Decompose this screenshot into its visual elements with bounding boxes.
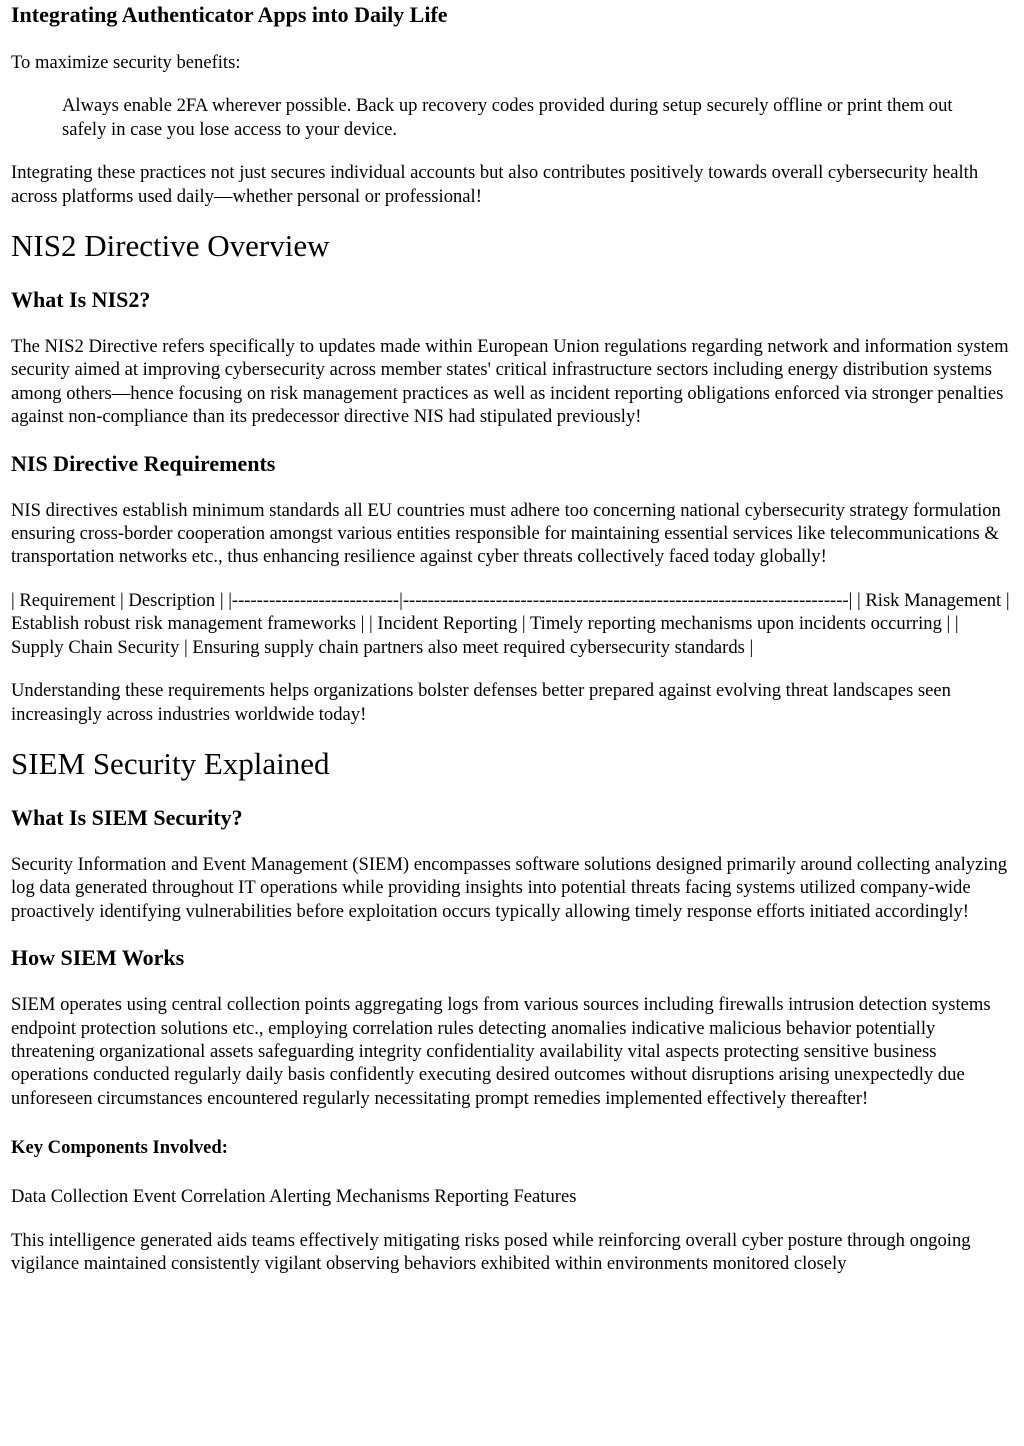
- nis2-raw-table: | Requirement | Description | |---------------------------|------------------------------------------------------------------------| | Risk Management | Establish robust risk management frameworks | | Incident Reporting | Timely reporting mechanisms upon incidents occurring | | Supply Chain Security | Ensuring supply chain partners also meet required cybersecurity standards |: [11, 589, 1010, 658]
- authenticator-quote: Always enable 2FA wherever possible. Back up recovery codes provided during setup securely offline or print them out safely in case you lose access to your device.: [62, 95, 953, 140]
- siem-components-heading: Key Components Involved:: [11, 1137, 228, 1159]
- authenticator-closing: Integrating these practices not just secures individual accounts but also contributes positively towards overall cybersecurity health across platforms used daily—whether personal or professional!: [11, 162, 979, 207]
- nis2-closing: Understanding these requirements helps organizations bolster defenses better prepared against evolving threat landscapes seen increasingly across industries worldwide today!: [11, 680, 951, 725]
- nis2-heading: NIS2 Directive Overview: [11, 228, 330, 264]
- authenticator-heading: Integrating Authenticator Apps into Daily Life: [11, 2, 448, 27]
- siem-closing: This intelligence generated aids teams effectively mitigating risks posed while reinforcing overall cyber posture through ongoing vigilance maintained consistently vigilant observing behaviors exhibited within environments monitored closely: [11, 1229, 971, 1274]
- siem-what-body: Security Information and Event Management (SIEM) encompasses software solutions designed primarily around collecting analyzing log data generated throughout IT operations while providing insights into potential threats facing systems utilized company-wide proactively identifying vulnerabilities before exploitation occurs typically allowing timely response efforts initiated accordingly!: [11, 853, 1008, 922]
- siem-how-heading: How SIEM Works: [11, 945, 185, 971]
- nis2-what-heading: What Is NIS2?: [11, 287, 151, 313]
- siem-components-list: Data Collection Event Correlation Alerting Mechanisms Reporting Features: [11, 1186, 577, 1208]
- siem-what-heading: What Is SIEM Security?: [11, 804, 243, 830]
- nis2-req-heading: NIS Directive Requirements: [11, 450, 276, 476]
- siem-how-body: SIEM operates using central collection points aggregating logs from various sources including firewalls intrusion detection systems endpoint protection solutions etc., employing correlation rules detecting anomalies indicative malicious behavior potentially threatening organizational assets safeguarding integrity confidentiality availability vital aspects protecting sensitive business operations conducted regularly daily basis confidently executing desired outcomes without disruptions arising unexpectedly due unforeseen circumstances encountered regularly necessitating prompt remedies implemented effectively thereafter!: [11, 994, 991, 1109]
- authenticator-intro: To maximize security benefits:: [11, 52, 241, 73]
- nis2-req-body: NIS directives establish minimum standards all EU countries must adhere too concerning national cybersecurity strategy formulation ensuring cross-border cooperation amongst various entities responsible for maintaining essential services like telecommunications & transportation networks etc., thus enhancing resilience against cyber threats collectively faced today globally!: [11, 499, 1001, 568]
- nis2-what-body: The NIS2 Directive refers specifically to updates made within European Union regulations regarding network and information system security aimed at improving cybersecurity across member states' critical infrastructure sectors including energy distribution systems among others—hence focusing on risk management practices as well as incident reporting obligations enforced via stronger penalties against non-compliance than its predecessor directive NIS had stipulated previously!: [11, 336, 1009, 428]
- siem-heading: SIEM Security Explained: [11, 745, 330, 781]
